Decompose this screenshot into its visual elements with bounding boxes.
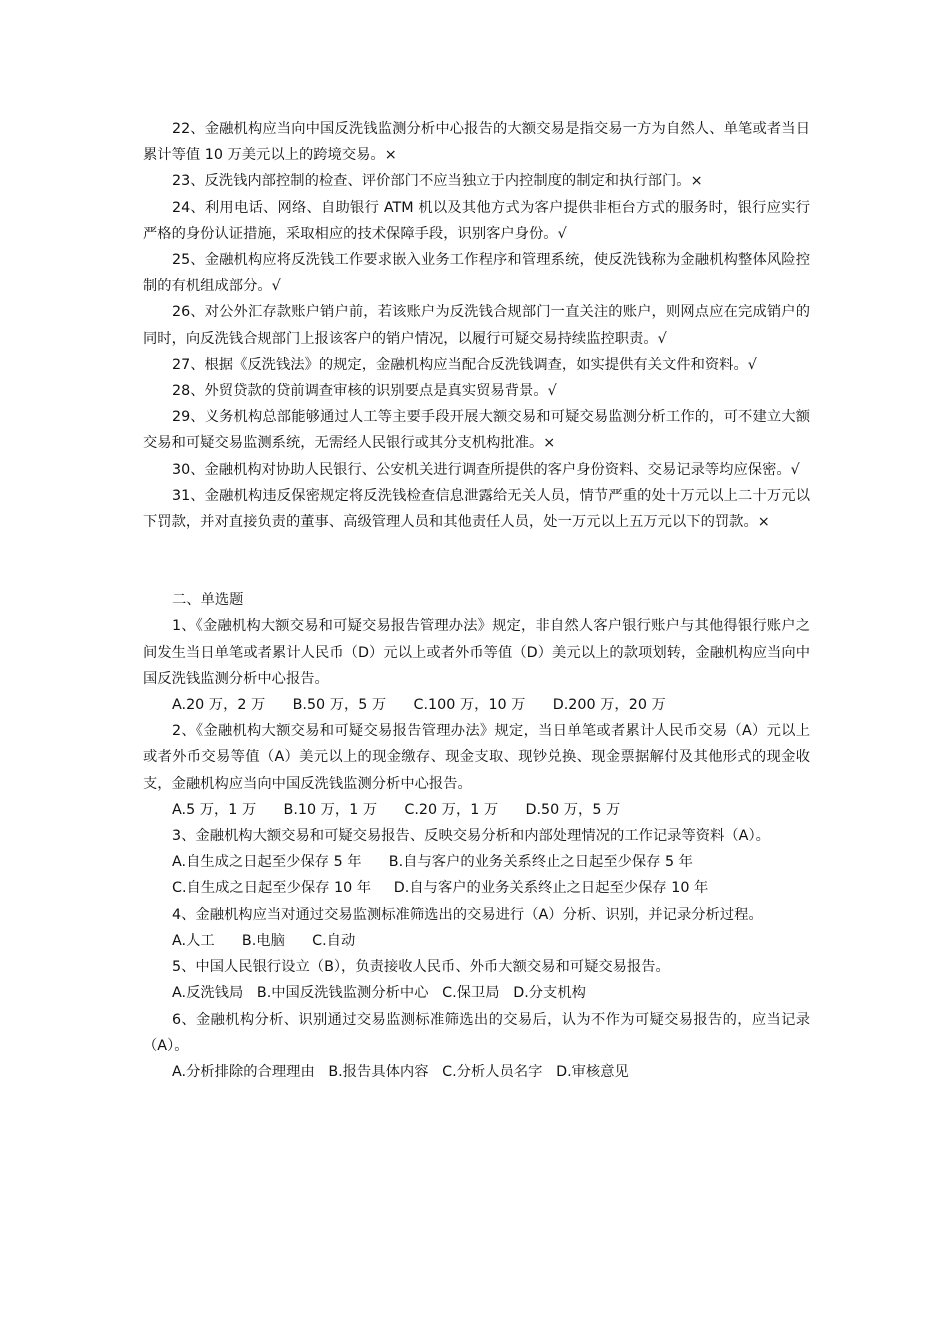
- tf-item-28: 28、外贸贷款的贷前调查审核的识别要点是真实贸易背景。√: [172, 383, 557, 400]
- mc-question-4: 4、金融机构应当对通过交易监测标准筛选出的交易进行（A）分析、识别，并记录分析过程。: [172, 906, 763, 923]
- tf-item-23: 23、反洗钱内部控制的检查、评价部门不应当独立于内控制度的制定和执行部门。×: [172, 173, 703, 190]
- section-gap: [143, 535, 810, 587]
- tf-item-27: 27、根据《反洗钱法》的规定，金融机构应当配合反洗钱调查，如实提供有关文件和资料。√: [172, 356, 757, 373]
- mc-question-2: 2、《金融机构大额交易和可疑交易报告管理办法》规定，当日单笔或者累计人民币交易（A）元以上或者外币交易等值（A）美元以上的现金缴存、现金支取、现钞兑换、现金票据解付及其他形式的现金收支，金融机构应当向中国反洗钱监测分析中心报告。: [143, 723, 810, 792]
- tf-item-29: 29、义务机构总部能够通过人工等主要手段开展大额交易和可疑交易监测分析工作的，可不建立大额交易和可疑交易监测系统，无需经人民银行或其分支机构批准。×: [143, 409, 810, 452]
- mc-options-5: A.反洗钱局 B.中国反洗钱监测分析中心 C.保卫局 D.分支机构: [172, 985, 586, 1002]
- tf-item-26: 26、对公外汇存款账户销户前，若该账户为反洗钱合规部门一直关注的账户，则网点应在完成销户的同时，向反洗钱合规部门上报该客户的销户情况，以履行可疑交易持续监控职责。√: [143, 304, 810, 347]
- tf-item-24: 24、利用电话、网络、自助银行 ATM 机以及其他方式为客户提供非柜台方式的服务时，银行应实行严格的身份认证措施，采取相应的技术保障手段，识别客户身份。√: [143, 199, 810, 242]
- tf-item-25: 25、金融机构应将反洗钱工作要求嵌入业务工作程序和管理系统，使反洗钱称为金融机构整体风险控制的有机组成部分。√: [143, 252, 810, 295]
- mc-options-3b: C.自生成之日起至少保存 10 年 D.自与客户的业务关系终止之日起至少保存 10 年: [172, 880, 709, 897]
- mc-options-4: A.人工 B.电脑 C.自动: [172, 932, 356, 949]
- mc-options-6: A.分析排除的合理理由 B.报告具体内容 C.分析人员名字 D.审核意见: [172, 1063, 629, 1080]
- mc-question-6: 6、金融机构分析、识别通过交易监测标准筛选出的交易后，认为不作为可疑交易报告的，应当记录（A）。: [143, 1011, 810, 1054]
- mc-question-5: 5、中国人民银行设立（B），负责接收人民币、外币大额交易和可疑交易报告。: [172, 959, 670, 976]
- section-heading-single-choice: 二、单选题: [172, 592, 244, 609]
- tf-item-22: 22、金融机构应当向中国反洗钱监测分析中心报告的大额交易是指交易一方为自然人、单笔或者当日累计等值 10 万美元以上的跨境交易。×: [143, 121, 810, 164]
- tf-item-30: 30、金融机构对协助人民银行、公安机关进行调查所提供的客户身份资料、交易记录等均应保密。√: [172, 461, 800, 478]
- mc-options-1: A.20 万，2 万 B.50 万，5 万 C.100 万，10 万 D.200 万，20 万: [172, 697, 666, 714]
- document-page: [143, 116, 810, 1085]
- mc-question-3: 3、金融机构大额交易和可疑交易报告、反映交易分析和内部处理情况的工作记录等资料（A）。: [172, 828, 770, 845]
- mc-options-3a: A.自生成之日起至少保存 5 年 B.自与客户的业务关系终止之日起至少保存 5 年: [172, 854, 693, 871]
- mc-question-1: 1、《金融机构大额交易和可疑交易报告管理办法》规定，非自然人客户银行账户与其他得银行账户之间发生当日单笔或者累计人民币（D）元以上或者外币等值（D）美元以上的款项划转，金融机构应当向中国反洗钱监测分析中心报告。: [143, 618, 810, 687]
- tf-item-31: 31、金融机构违反保密规定将反洗钱检查信息泄露给无关人员，情节严重的处十万元以上二十万元以下罚款，并对直接负责的董事、高级管理人员和其他责任人员，处一万元以上五万元以下的罚款。×: [143, 487, 810, 531]
- mc-options-2: A.5 万，1 万 B.10 万，1 万 C.20 万，1 万 D.50 万，5 万: [172, 801, 621, 818]
